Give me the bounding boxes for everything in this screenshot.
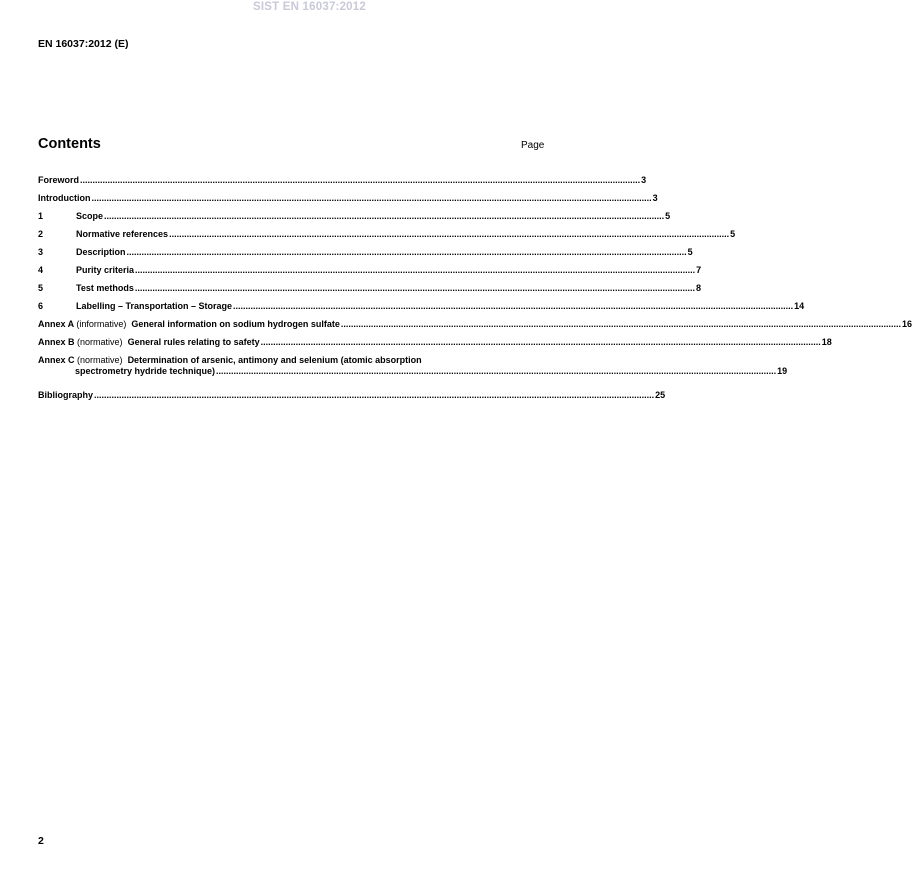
contents-heading: Contents <box>38 136 101 152</box>
annex-title-continuation: spectrometry hydride technique) <box>75 366 216 376</box>
dot-leader <box>135 283 695 294</box>
toc-entry-title: Description <box>76 247 126 257</box>
toc-entry-description[interactable] <box>38 247 693 265</box>
toc-entry-purity-criteria[interactable] <box>38 265 702 283</box>
annex-status: (informative) <box>76 319 127 329</box>
dot-leader <box>104 211 664 222</box>
toc-entry-labelling[interactable] <box>38 301 805 319</box>
page-number: 2 <box>38 835 44 847</box>
annex-status: (normative) <box>77 355 123 365</box>
annex-label: Annex C <box>38 355 75 365</box>
toc-entry-title: Normative references <box>76 229 169 239</box>
table-of-contents <box>38 175 912 408</box>
toc-entry-title: Scope <box>76 211 104 221</box>
dot-leader <box>169 229 729 240</box>
toc-entry-title: Labelling – Transportation – Storage <box>76 301 233 311</box>
toc-entry-scope[interactable] <box>38 211 671 229</box>
toc-entry-title: Introduction <box>38 193 91 203</box>
toc-entry-title: Foreword <box>38 175 80 185</box>
toc-entry-number: 5 <box>38 283 44 293</box>
toc-entry-page: 8 <box>695 283 701 293</box>
toc-entry-page: 5 <box>730 229 736 239</box>
annex-title: Determination of arsenic, antimony and selenium (atomic absorption <box>127 355 422 365</box>
toc-entry-title <box>38 337 260 348</box>
toc-entry-page: 25 <box>655 390 666 400</box>
toc-entry-page: 3 <box>641 175 647 185</box>
dot-leader <box>80 175 640 186</box>
toc-entry-number: 3 <box>38 247 44 257</box>
toc-entry-title-line1 <box>38 355 546 366</box>
toc-entry-title: Test methods <box>76 283 134 293</box>
toc-entry-foreword[interactable] <box>38 175 647 193</box>
toc-entry-introduction[interactable] <box>38 193 658 211</box>
annex-label: Annex A <box>38 319 74 329</box>
toc-entry-annex-a[interactable] <box>38 319 912 337</box>
toc-entry-page: 14 <box>794 301 805 311</box>
annex-label: Annex B <box>38 337 75 347</box>
toc-entry-annex-b[interactable] <box>38 337 832 355</box>
watermark: SIST EN 16037:2012 <box>253 1 366 13</box>
toc-entry-page: 7 <box>696 265 702 275</box>
toc-entry-number: 4 <box>38 265 44 275</box>
annex-status: (normative) <box>77 337 123 347</box>
dot-leader <box>135 265 695 276</box>
toc-entry-page: 18 <box>821 337 832 347</box>
toc-entry-page: 5 <box>665 211 671 221</box>
toc-entry-bibliography[interactable] <box>38 390 666 408</box>
toc-entry-test-methods[interactable] <box>38 283 701 301</box>
toc-entry-normative-references[interactable] <box>38 229 736 247</box>
dot-leader <box>127 247 687 258</box>
toc-entry-number: 6 <box>38 301 44 311</box>
toc-entry-page: 5 <box>687 247 693 257</box>
page-column-label: Page <box>521 140 545 151</box>
toc-entry-annex-c[interactable] <box>38 355 788 390</box>
toc-entry-title: Purity criteria <box>76 265 135 275</box>
toc-entry-number: 2 <box>38 229 44 239</box>
dot-leader <box>233 301 793 312</box>
toc-entry-page: 3 <box>652 193 658 203</box>
dot-leader <box>261 337 821 348</box>
toc-entry-page: 19 <box>777 366 788 376</box>
toc-entry-title: Bibliography <box>38 390 94 400</box>
toc-entry-number: 1 <box>38 211 44 221</box>
dot-leader <box>92 193 652 204</box>
toc-entry-title-line2 <box>38 366 788 377</box>
toc-entry-page: 16 <box>902 319 912 329</box>
dot-leader <box>94 390 654 401</box>
dot-leader <box>341 319 901 330</box>
dot-leader: ................................................................................................................................................................................................................................ <box>216 366 777 376</box>
annex-title: General information on sodium hydrogen sulfate <box>131 319 340 329</box>
document-identifier: EN 16037:2012 (E) <box>38 38 129 50</box>
annex-title: General rules relating to safety <box>127 337 260 347</box>
toc-entry-title <box>38 319 340 330</box>
